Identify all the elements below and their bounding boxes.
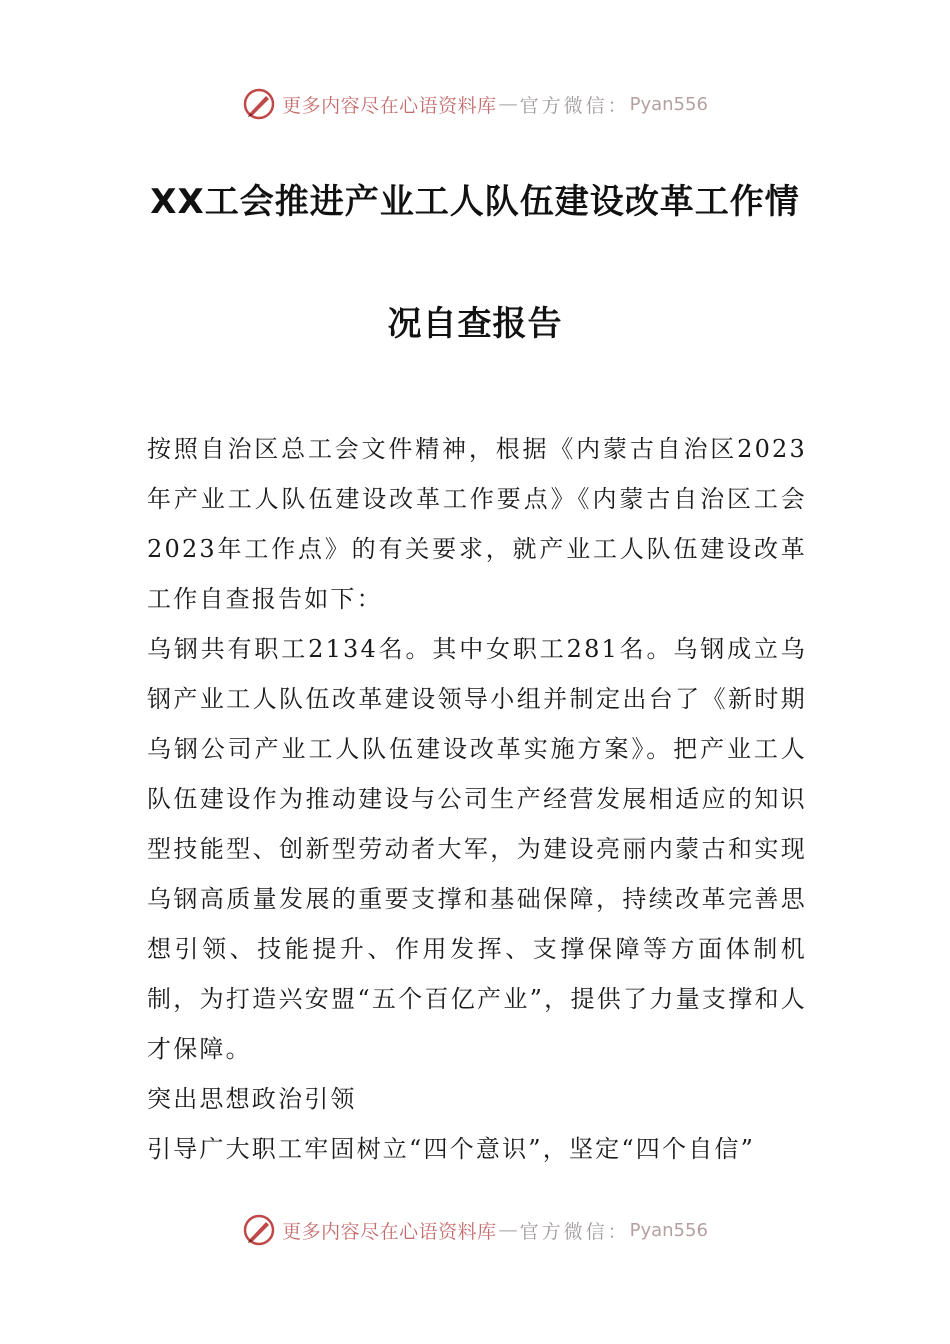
- watermark-wechat-id: Pyan556: [629, 93, 708, 115]
- watermark-brand: 更多内容尽在心语资料库: [282, 94, 497, 117]
- document-title-line-1: XX工会推进产业工人队伍建设改革工作情: [150, 182, 800, 222]
- watermark-banner-bottom: [0, 1210, 950, 1250]
- watermark-dash: —: [498, 93, 518, 115]
- body-paragraph: 乌钢共有职工2134名。其中女职工281名。乌钢成立乌钢产业工人队伍改革建设领导小组并制定出台了《新时期乌钢公司产业工人队伍建设改革实施方案》。把产业工人队伍建设作为推动建设与公司生产经营发展相适应的知识型技能型、创新型劳动者大军，为建设亮丽内蒙古和实现乌钢高质量发展的重要支撑和基础保障，持续改革完善思想引领、技能提升、作用发挥、支撑保障等方面体制机制，为打造兴安盟“五个百亿产业”，提供了力量支撑和人才保障。: [147, 635, 807, 1063]
- watermark-wechat-label: 官方微信：: [519, 94, 630, 117]
- body-paragraph: 按照自治区总工会文件精神，根据《内蒙古自治区2023年产业工人队伍建设改革工作要点》《内蒙古自治区工会2023年工作点》的有关要求，就产业工人队伍建设改革工作自查报告如下：: [147, 435, 807, 613]
- watermark-dash: —: [498, 1219, 518, 1241]
- pen-logo-icon: [242, 1213, 276, 1247]
- watermark-wechat-id: Pyan556: [629, 1219, 708, 1241]
- watermark-banner-top: [0, 84, 950, 124]
- section-heading: 突出思想政治引领: [147, 1085, 357, 1113]
- body-paragraph: 引导广大职工牢固树立“四个意识”，坚定“四个自信”: [147, 1135, 756, 1163]
- watermark-brand: 更多内容尽在心语资料库: [282, 1220, 497, 1243]
- watermark-wechat-label: 官方微信：: [519, 1220, 630, 1243]
- document-body: [147, 424, 807, 1174]
- document-title-line-2: 况自查报告: [387, 304, 563, 344]
- pen-logo-icon: [242, 87, 276, 121]
